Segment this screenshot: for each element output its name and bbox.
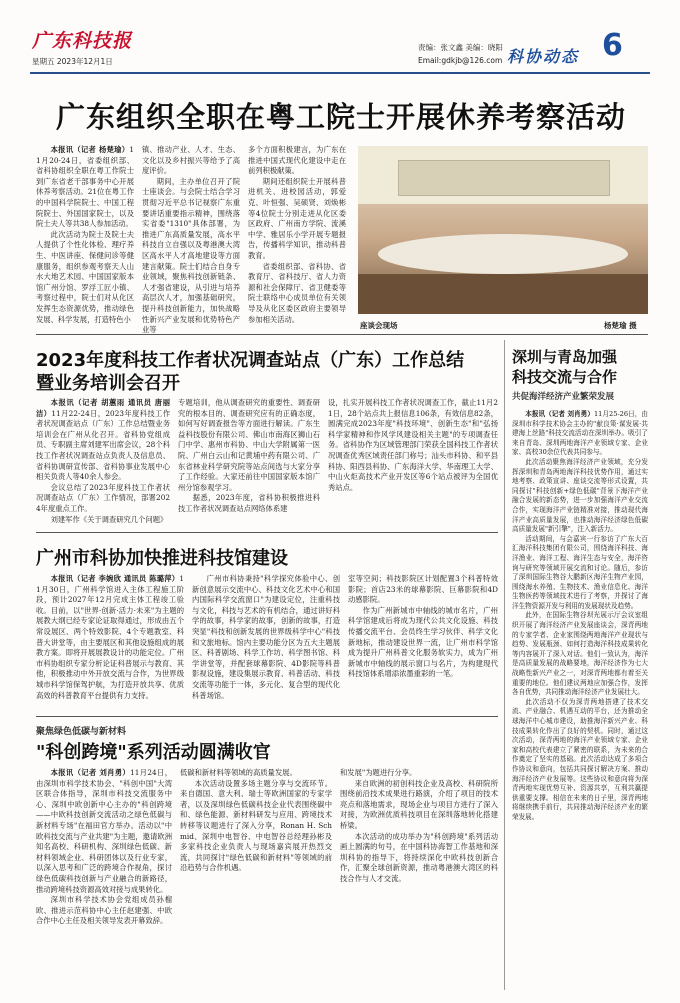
date-line: 星期五 2023年12月1日 — [32, 57, 113, 66]
page-number: 6 — [602, 28, 623, 63]
masthead-rule — [30, 72, 650, 74]
article1-headline: 广东组织全职在粤工院士开展休养考察活动 — [55, 100, 626, 134]
article2-column-3: 设，扎实开展科技工作者状况调查工作，截止11月21日，28个站点共上报信息106条，有效信息82条，圆满完成2023年度"科技环境"、创新生态"和"弘扬科学家精神和作风学风建设相关主题"的专项调查任务。省科协作为区域管理部门荣获全国科技工作者状况调查优秀区域责任部门称号；汕头市科协、和平县科协、阳西县科协、广东海洋大学、华南理工大学、中山火炬高技术产业开发区等6个站点被评为全国优秀站点。 — [328, 398, 498, 492]
article3-column-1: 本报讯（记者 李婉欣 通讯员 陈璐萍）11月30日，广州科学馆进入主体工程施工阶段，预计2027年12月完成主体工程竣工验收。目前，以"世界·创新·活力·未来"为主题的展教大纲已经专家论证取得通过，形成由五个常设展区、两个特效影院、4个专题教室、科普大讲堂等，由主要展区和其他设施组成的展教方案。即将开展展教设计的功能定位。广州市科协组织专家分析论证科普展示与教育、其他，积极推动中外开放交流与合作，为世界级城市科学馆保驾护航，为打造开放共享、优质高效的科普教育平台提供有力支持。 — [36, 574, 184, 700]
masthead — [0, 0, 680, 76]
article2-headline-line2: 暨业务培训会召开 — [36, 373, 180, 394]
article5-body: 本报讯（记者 刘肖勇）11月25-26日，由深圳市科学技术协会主办的"献良策·谋发展·共建海上丝路"科技交流活动在深圳举办。吸引了来自青岛、深圳两地海洋产业领域专家、企业家、高校30余位代表共同参与。 此次活动聚焦海洋经济产业领域，充分发挥深圳和青岛两地海洋科技优势作用，通过实地考察、政策宣讲、座谈交流等形式设置，共同探讨"科技创新+绿色低碳"背景下海洋产业融合发展的新态势，进一步加强海洋产业交流合作，实现海洋产业链精准对接，推动现代海洋产业高质量发展，也推动海洋经济绿色低碳高质量发展"新引擎"，注入新活力。 活动期间，与会嘉宾一行参访了广东大百汇海洋科技集团有限公司，围绕海洋科技、海洋渔业、海洋工程、海洋生态与安全，海洋咨询与研究等领域开展交流和讨论。随后，参访了深圳国际生物谷大鹏新区海洋生物产业园，围绕海水养殖、生物技术、渔业信息化、海洋生物医药等领域技术进行了考察，并探讨了海洋生物资源开发与利用的发展现状及趋势。 此外，在国际生物谷坝光展示厅会议室组织开展了海洋经济产业发展座谈会，深青两地的专家学者、企业家围绕两地海洋产业现状与趋势、发展瓶颈、如何打造海洋科技成果转化等内容展开了深入对话。他们一致认为，海洋是高质量发展的战略要地，海洋经济作为七大战略性新兴产业之一，对深青两地都有着至关重要的地位。他们建议两地应加强合作，发挥各自优势，共同推动海洋经济产业发展壮大。 此次活动不仅为深青两地搭建了技术交流、产业融合、机遇互动的平台，还为推动全球海洋中心城市建设，助推海洋新兴产业、科技成果转化作出了良好的契机。同时，通过这次活动，深青两地的海洋产业领域专家、企业家和高校代表建立了紧密的联系，为未来的合作奠定了坚实的基础。此次活动达成了多项合作协议和意向，包括共同探讨解决方案、推动海洋经济产业发展等。这些协议和意向将为深青两地实现优势互补、资源共享，互利共赢提供重要支撑。相信在未来的日子里，深青两地将继续携手前行，共同推动海洋经济产业的繁荣发展。 — [512, 410, 648, 821]
article3-headline: 广州市科协加快推进科技馆建设 — [36, 548, 288, 569]
article3-column-2: 广州市科协秉持"科学探究体验中心、创新创意展示交流中心、科技文化艺术中心和国内国际科学交流窗口"为建设定位，注重科技与文化，科技与艺术的有机结合，通过讲好科学的故事，科学家的故事，创新的故事，打造突显"科技和创新发展的世界级科学中心"科技和文旅地标。馆内主要功能分区为五大主题展区、科普剧场、科学工作坊、科学图书馆、科学讲堂等，并配套球幕影院、4D影院等科普影视设施，建设集展示教育、科普活动、科技交流等功能于一体，多元化、复合型的现代化科普场馆。 — [192, 574, 340, 700]
article4-column-3: 和发展"为题进行分享。 来自欧洲的初创科技企业及高校、科研院所围绕前沿技术成果进行路演，介绍了项目的技术亮点和落地需求，现场企业与项目方进行了深入对接，为欧洲优质科技项目在深圳落地转化搭建桥梁。 本次活动的成功举办为"科创跨境"系列活动画上圆满的句号，在中国科协海智工作基地和深圳科协的指导下，将持续深化中欧科技创新合作，汇聚全球创新资源，推动粤港澳大湾区的科技合作与人才交流。 — [340, 768, 498, 883]
article1-column-3: 多个方面积极建言，为广东在推进中国式现代化建设中走在前列积极献策。 期间还组织院士开展科普进机关、进校园活动，郭爱克、叶恒强、吴硕贤、刘焕彬等4位院士分别走进从化区委区政府、广州南方学院、流溪中学、雅居乐小学开展专题报告，传播科学知识，推动科普教育。 省委组织部、省科协、省教育厅、省科技厅、省人力资源和社会保障厅、省卫健委等院士联络中心成员单位有关领导及从化区委区政府主要领导参加相关活动。 — [248, 145, 346, 324]
article4-kicker: 聚焦绿色低碳与新材料 — [36, 727, 127, 737]
article2-column-1: 本报讯（记者 胡蕙雨 通讯员 唐丽洁）11月22-24日，2023年度科技工作者状况调查站点（广东）工作总结暨业务培训会在广州从化召开。省科协党组成员、专职副主席刘建军出席会议，28个科技工作者状况调查站点负责人及信息员、省科协调研宣传部、省科协事业发展中心相关负责人等40余人参会。 会议总结了2023年度科技工作者状况调查站点（广东）工作情况，部署2024年度重点工作。 刘建军作《关于调查研究几个问题》 — [36, 398, 171, 524]
article4-headline: "科创跨境"系列活动圆满收官 — [36, 742, 271, 763]
photo-credit: 杨楚瑜 摄 — [604, 321, 637, 330]
separator-2 — [36, 532, 498, 533]
separator-1 — [36, 334, 648, 335]
article4-column-2: 低碳和新材料等领域的高质量发展。 本次活动设置多场主题分享与交流环节。来自德国、意大利、瑞士等欧洲国家的专家学者，以及深圳绿色低碳科技企业代表围绕碳中和、绿色能源、新材料研发与应用、跨境技术转移等议题进行了深入分享，Ronan H. Schmid、深圳中电智谷、中电智谷总经理孙彬及多家科技企业负责人与现场嘉宾展开热烈交流，共同探讨"绿色低碳和新材料"等领域的前沿趋势与合作机遇。 — [180, 768, 332, 873]
article2-headline-line1: 2023年度科技工作者状况调查站点（广东）工作总结 — [36, 350, 465, 371]
article3-column-3: 室等空间；科技影院区计划配置3个科普特效影院；首店23米的球幕影院、巨幕影院和4D动感影院。 作为广州新城市中轴线的城市名片，广州科学馆建成后将成为现代公共文化设施、科技传播交流平台、会员终生学习伙伴、科学文化新地标，推动建设世界一流，让广州市科学馆成为提升广州科普文化服务软实力，成为广州新城市中轴线的展示窗口与名片，为构建现代科技馆体系增添浓墨重彩的一笔。 — [348, 574, 498, 679]
photo-caption: 座谈会现场 — [360, 321, 398, 330]
article5-subhead: 共促海洋经济产业繁荣发展 — [512, 392, 615, 402]
article1-column-1: 本报讯（记者 杨楚瑜）11月20-24日，省委组织部、省科协组织全职在粤工作院士到广东省老干部事务中心开展休养考察活动。21位在粤工作的中国科学院院士、中国工程院院士、外国国家院士，以及院士夫人等共38人参加活动。 此次活动为院士及院士夫人提供了个性化体检、理疗养生、中医讲座、保健问诊等健康服务，组织参观考察天人山水大地艺术园、中国国家版本馆广州分馆、罗浮工匠小镇、考察过程中，院士们对从化区发挥生态资源优势，推动绿色发展、科学发展，打造特色小 — [36, 145, 134, 324]
article4-column-1: 本报讯（记者 刘肖勇）11月24日，由深圳市科学技术协会、"科创中国"大湾区联合体指导，深圳市科技交流服务中心、深圳中欧创新中心主办的"科创跨境——中欧科技创新交流活动之绿色低碳与新材料专场"在福田官方举办。活动以"中欧科技交流与产业共建"为主题，邀请欧洲知名高校、科研机构、深圳绿色低碳、新材料领域企业、科研团体以及行业专家，以深入思考和广泛的跨境合作视角，探讨绿色低碳科技创新与产业融合的新路径，推动跨境科技资源高效对接与成果转化。 深圳市科学技术协会党组成员孙榴欧、推进示范科协中心主任赵建强、中欧合作中心主任及相关领导发表开幕致辞。 — [36, 768, 172, 926]
right-column-divider — [504, 340, 505, 990]
article5-headline-line2: 科技交流与合作 — [512, 368, 618, 386]
article5-headline-line1: 深圳与青岛加强 — [512, 348, 618, 366]
symposium-photo — [358, 146, 648, 314]
paper-name: 广东科技报 — [32, 30, 133, 52]
email-line: Email:gdkjb@126.com — [418, 56, 503, 65]
editor-line: 责编：张文鑫 美编：晓阳 — [418, 43, 503, 52]
article1-column-2: 镇、推动产业、人才、生态、文化以及乡村振兴等给予了高度评价。 期间，主办单位召开了院士座谈会。与会院士结合学习贯彻习近平总书记视察广东重要讲话重要指示精神，围绕落实省委"1310"具体部署，为推进广东高质量发展，高水平科技自立自强以及粤港澳大湾区高水平人才高地建设等方面建言献策。院士们结合自身专业领域，聚焦科技创新链条、人才强省建设，从引进与培养高层次人才，加强基础研究，提升科技创新能力，加快战略性新兴产业发展和优势特色产业等 — [142, 145, 240, 335]
article2-column-2: 专题培训，他从调查研究的重要性、调查研究的根本目的、调查研究应有的正确态度，如何写好调查报告等方面进行解读。广东生益科技股份有限公司、佛山市南海区狮山石门中学、惠州市科协、中山大学附属第一医院、广州白云山和记黄埔中药有限公司、广东省林业科学研究院等站点间选与大家分享了工作经验。大家还前往中国国家版本馆广州分馆参观学习。 据悉，2023年度，省科协积极推进科技工作者状况调查站点网络体系建 — [178, 398, 320, 513]
article1-lead: 本报讯（记者 杨楚瑜） — [50, 145, 130, 154]
section-logo: 科协动态 — [507, 47, 580, 66]
separator-3 — [36, 716, 498, 717]
